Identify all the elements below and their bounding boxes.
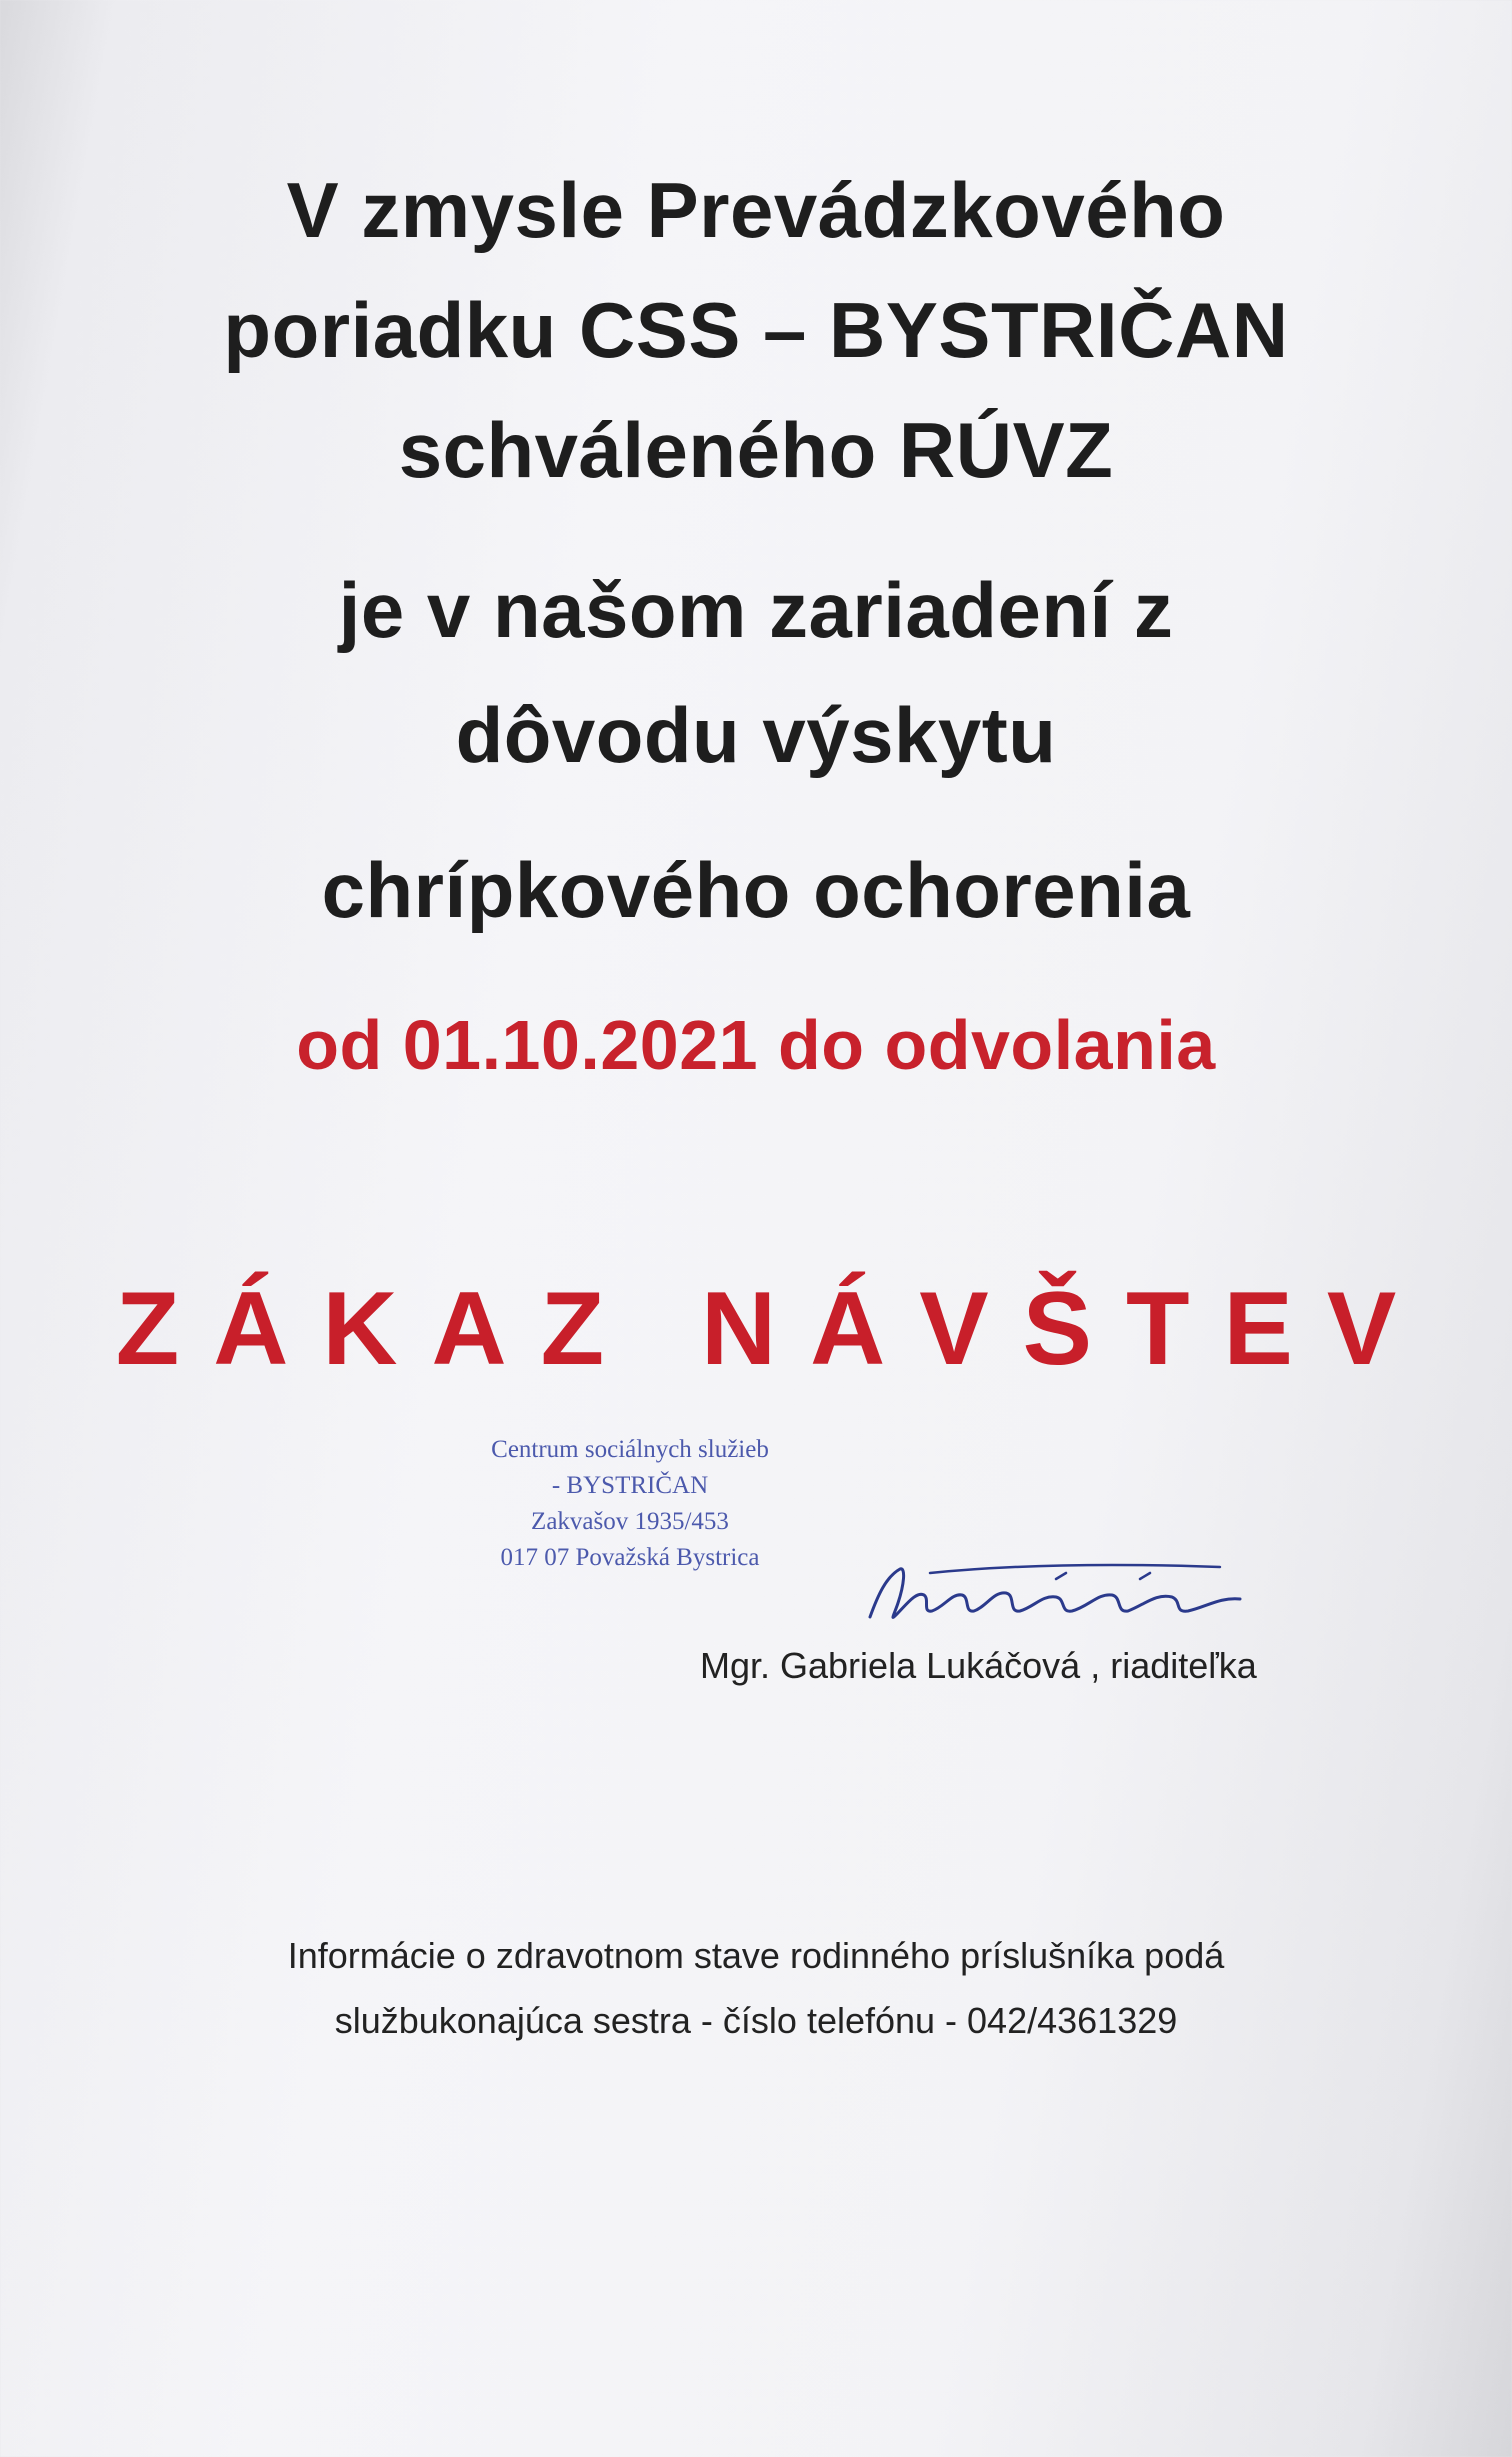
stamp-line-3: Zakvašov 1935/453 (531, 1508, 729, 1535)
heading-line-4: je v našom zariadení z (338, 566, 1174, 654)
stamp-line-4: 017 07 Považská Bystrica (500, 1544, 760, 1571)
visit-ban-title: ZÁKAZ NÁVŠTEV (115, 1271, 1431, 1387)
signer-name-title: Mgr. Gabriela Lukáčová , riaditeľka (700, 1645, 1257, 1686)
heading-line-3: schváleného RÚVZ (398, 406, 1114, 494)
validity-date-line: od 01.10.2021 do odvolania (296, 1006, 1216, 1084)
handwritten-signature (860, 1555, 1280, 1635)
institution-stamp (420, 1432, 840, 1576)
info-line-1: Informácie o zdravotnom stave rodinného príslušníka podá (287, 1935, 1225, 1976)
info-line-2: službukonajúca sestra - číslo telefónu - 042/4361329 (334, 2000, 1178, 2041)
heading-line-5: dôvodu výskytu (455, 691, 1057, 779)
stamp-line-2: - BYSTRIČAN (551, 1472, 709, 1499)
heading-line-2: poriadku CSS – BYSTRIČAN (223, 286, 1289, 374)
heading-line-1: V zmysle Prevádzkového (286, 166, 1226, 254)
stamp-line-1: Centrum sociálnych služieb (491, 1436, 769, 1463)
heading-line-6: chrípkového ochorenia (321, 846, 1191, 934)
